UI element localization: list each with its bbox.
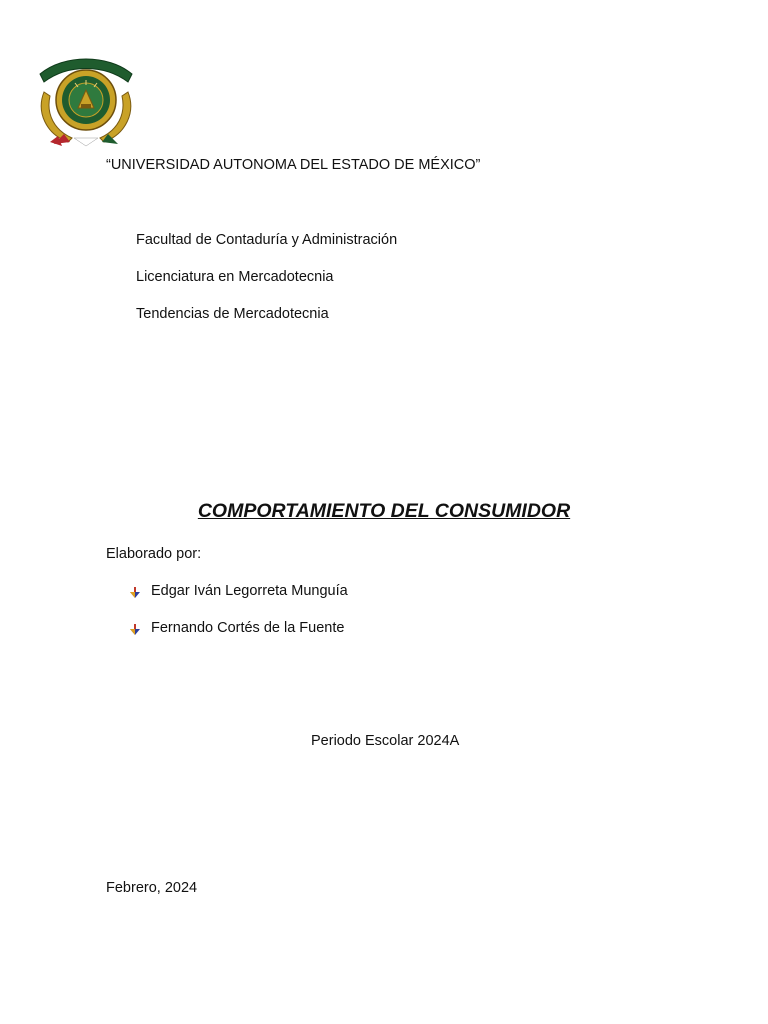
university-name: “UNIVERSIDAD AUTONOMA DEL ESTADO DE MÉXICO” [106,157,481,173]
author-item: Edgar Iván Legorreta Munguía [151,583,348,599]
faculty-name: Facultad de Contaduría y Administración [136,232,398,248]
course-name: Tendencias de Mercadotecnia [136,306,329,322]
author-item: Fernando Cortés de la Fuente [151,620,345,636]
university-seal-icon [34,52,138,148]
degree-name: Licenciatura en Mercadotecnia [136,269,334,285]
document-title: COMPORTAMIENTO DEL CONSUMIDOR [197,500,571,522]
school-period: Periodo Escolar 2024A [311,733,460,749]
arrow-down-bullet-icon [129,587,141,599]
authors-label: Elaborado por: [106,546,202,562]
document-date: Febrero, 2024 [106,880,198,896]
arrow-down-bullet-icon [129,624,141,636]
